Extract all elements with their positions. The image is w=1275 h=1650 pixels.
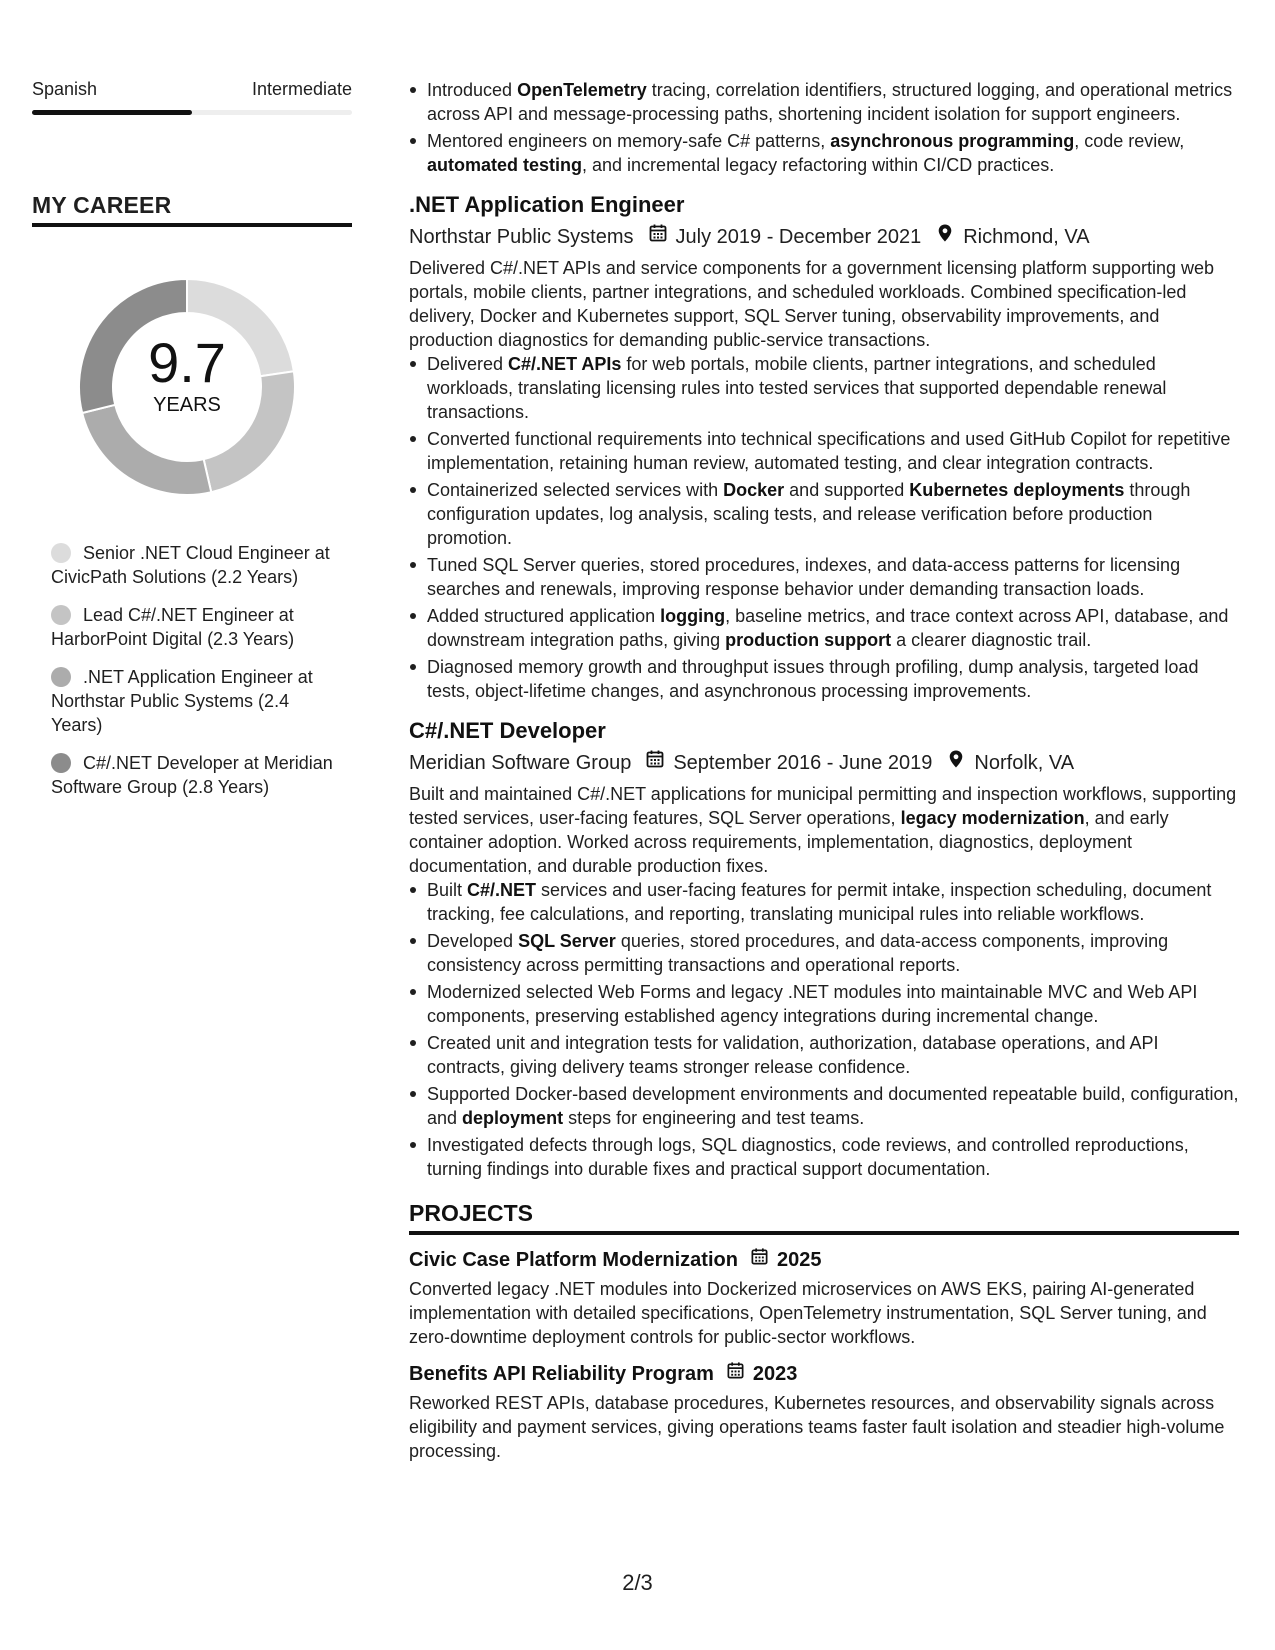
bullet-item bbox=[427, 352, 1239, 424]
bullet-item bbox=[427, 553, 1239, 601]
job-dates: July 2019 - December 2021 bbox=[675, 225, 922, 248]
legend-label: C#/.NET Developer at Meridian Software Group (2.8 Years) bbox=[51, 753, 333, 797]
total-years-value: 9.7 bbox=[148, 331, 226, 394]
language-proficiency-fill bbox=[32, 110, 192, 115]
text-run: and supported bbox=[784, 480, 910, 500]
text-run: Containerized selected services with bbox=[427, 480, 724, 500]
text-run: through configuration updates, log analysis, scaling tests, and release verification before production promotion. bbox=[427, 480, 1191, 548]
bullet-item bbox=[427, 655, 1239, 703]
career-donut-chart bbox=[67, 267, 307, 507]
project-year: 2023 bbox=[752, 1363, 798, 1385]
legend-item bbox=[51, 603, 341, 651]
career-legend bbox=[51, 541, 341, 799]
text-run: Introduced bbox=[427, 80, 518, 100]
text-run: Tuned SQL Server queries, stored procedures, indexes, and data-access patterns for licensing searches and renewals, improving response behavior under demanding transaction loads. bbox=[427, 555, 1181, 599]
legend-swatch bbox=[51, 543, 71, 563]
text-run: Built bbox=[427, 880, 468, 900]
job-meta bbox=[409, 223, 1239, 250]
project-description: Converted legacy .NET modules into Dockerized microservices on AWS EKS, pairing AI-generated implementation with detailed specifications, OpenTelemetry instrumentation, SQL Server tuning, and zero-downtime deployment controls for public-sector workflows. bbox=[409, 1279, 1207, 1347]
bold-text: SQL Server bbox=[518, 931, 616, 951]
job-meta bbox=[409, 749, 1239, 776]
calendar-icon bbox=[726, 1361, 745, 1387]
bold-text: legacy modernization bbox=[900, 808, 1085, 828]
text-run: Modernized selected Web Forms and legacy .NET modules into maintainable MVC and Web API components, preserving established agency integrations during incremental change. bbox=[427, 982, 1198, 1026]
language-proficiency-bar bbox=[32, 110, 352, 115]
text-run: , code review, bbox=[1074, 131, 1185, 151]
legend-swatch bbox=[51, 667, 71, 687]
bullet-item bbox=[427, 980, 1239, 1028]
bullet-item bbox=[427, 1031, 1239, 1079]
text-run: Developed bbox=[427, 931, 519, 951]
project-description: Reworked REST APIs, database procedures, Kubernetes resources, and observability signals across eligibility and payment services, giving operations teams faster fault isolation and steadier high-volume processing. bbox=[409, 1393, 1225, 1461]
bold-text: production support bbox=[725, 630, 892, 650]
project-title: Benefits API Reliability Program bbox=[409, 1363, 714, 1385]
text-run: Diagnosed memory growth and throughput issues through profiling, dump analysis, targeted load tests, object-lifetime changes, and asynchronous processing improvements. bbox=[427, 657, 1199, 701]
text-run: tracing, correlation identifiers, structured logging, and operational metrics across API and message-processing paths, shortening incident isolation for support engineers. bbox=[427, 80, 1233, 124]
text-run: Created unit and integration tests for validation, authorization, database operations, and API contracts, giving delivery teams stronger release confidence. bbox=[427, 1033, 1159, 1077]
experience-list bbox=[409, 191, 1239, 1181]
text-run: , and incremental legacy refactoring within CI/CD practices. bbox=[582, 155, 1055, 175]
job-dates: September 2016 - June 2019 bbox=[673, 751, 933, 774]
language-name: Spanish bbox=[32, 79, 98, 99]
text-run: , baseline metrics, and trace context across API, database, and downstream integration paths, giving bbox=[427, 606, 1229, 650]
bullet-item bbox=[427, 427, 1239, 475]
legend-item bbox=[51, 665, 341, 737]
job-description bbox=[409, 256, 1239, 352]
bullet-item bbox=[427, 478, 1239, 550]
donut-center bbox=[67, 267, 307, 507]
bold-text: automated testing bbox=[427, 155, 583, 175]
page-number: 2/3 bbox=[622, 1570, 653, 1595]
bold-text: Kubernetes deployments bbox=[909, 480, 1125, 500]
main-content bbox=[409, 78, 1239, 1463]
bold-text: OpenTelemetry bbox=[517, 80, 647, 100]
legend-label: .NET Application Engineer at Northstar Public Systems (2.4 Years) bbox=[51, 667, 313, 735]
bold-text: logging bbox=[660, 606, 726, 626]
bold-text: deployment bbox=[462, 1108, 564, 1128]
text-run: steps for engineering and test teams. bbox=[563, 1108, 865, 1128]
job-title: .NET Application Engineer bbox=[409, 192, 685, 217]
bold-text: C#/.NET APIs bbox=[508, 354, 622, 374]
legend-label: Lead C#/.NET Engineer at HarborPoint Digital (2.3 Years) bbox=[51, 605, 295, 649]
career-heading: MY CAREER bbox=[32, 192, 172, 218]
project-entry bbox=[409, 1247, 1239, 1349]
bullet-item bbox=[427, 1133, 1239, 1181]
text-run: Mentored engineers on memory-safe C# patterns, bbox=[427, 131, 831, 151]
map-pin-icon bbox=[935, 223, 955, 250]
calendar-icon bbox=[645, 749, 665, 776]
job-bullets bbox=[409, 352, 1239, 703]
job-location: Richmond, VA bbox=[963, 225, 1090, 248]
bullet-item bbox=[427, 878, 1239, 926]
sidebar bbox=[32, 78, 352, 813]
text-run: for web portals, mobile clients, partner integrations, and scheduled workloads, translating licensing rules into tested services that supported dependable renewal transactions. bbox=[427, 354, 1167, 422]
job-description bbox=[409, 782, 1239, 878]
previous-job-bullets bbox=[409, 78, 1239, 177]
projects-heading-rule bbox=[409, 1231, 1239, 1235]
language-level: Intermediate bbox=[251, 79, 352, 99]
legend-swatch bbox=[51, 753, 71, 773]
job-entry bbox=[409, 191, 1239, 703]
project-title: Civic Case Platform Modernization bbox=[409, 1249, 738, 1271]
bullet-item bbox=[427, 129, 1239, 177]
total-years-unit: YEARS bbox=[153, 394, 221, 416]
text-run: services and user-facing features for permit intake, inspection scheduling, document tracking, fee calculations, and reporting, translating municipal rules into reliable workflows. bbox=[427, 880, 1212, 924]
bold-text: asynchronous programming bbox=[830, 131, 1075, 151]
legend-item bbox=[51, 751, 341, 799]
bold-text: C#/.NET bbox=[467, 880, 537, 900]
text-run: Supported Docker-based development environments and documented repeatable build, configuration, and bbox=[427, 1084, 1239, 1128]
job-entry bbox=[409, 717, 1239, 1181]
job-title: C#/.NET Developer bbox=[409, 718, 606, 743]
projects-list bbox=[409, 1247, 1239, 1463]
text-run: Added structured application bbox=[427, 606, 661, 626]
job-company: Meridian Software Group bbox=[409, 751, 632, 774]
legend-swatch bbox=[51, 605, 71, 625]
text-run: , and early container adoption. Worked across requirements, implementation, diagnostics, deployment documentation, and durable production fixes. bbox=[409, 808, 1169, 876]
text-run: Investigated defects through logs, SQL diagnostics, code reviews, and controlled reproductions, turning findings into durable fixes and practical support documentation. bbox=[427, 1135, 1189, 1179]
text-run: Built and maintained C#/.NET applications for municipal permitting and inspection workflows, supporting tested services, user-facing features, SQL Server operations, bbox=[409, 784, 1237, 828]
project-title-row bbox=[409, 1361, 1239, 1387]
job-company: Northstar Public Systems bbox=[409, 225, 634, 248]
project-title-row bbox=[409, 1247, 1239, 1273]
calendar-icon bbox=[648, 223, 668, 250]
career-heading-rule bbox=[32, 223, 352, 227]
map-pin-icon bbox=[946, 749, 966, 776]
text-run: Delivered bbox=[427, 354, 509, 374]
project-entry bbox=[409, 1361, 1239, 1463]
bullet-item bbox=[427, 78, 1239, 126]
legend-item bbox=[51, 541, 341, 589]
projects-heading: PROJECTS bbox=[409, 1200, 533, 1226]
job-bullets bbox=[409, 878, 1239, 1181]
bullet-item bbox=[427, 929, 1239, 977]
text-run: Delivered C#/.NET APIs and service components for a government licensing platform supporting web portals, mobile clients, partner integrations, and scheduled workloads. Combined specification-led delivery, Docker and Kubernetes support, SQL Server tuning, observability improvements, and production diagnostics for demanding public-service transactions. bbox=[409, 258, 1215, 350]
bullet-item bbox=[427, 1082, 1239, 1130]
project-year: 2025 bbox=[776, 1249, 822, 1271]
legend-label: Senior .NET Cloud Engineer at CivicPath Solutions (2.2 Years) bbox=[51, 543, 330, 587]
bold-text: Docker bbox=[723, 480, 785, 500]
text-run: Converted functional requirements into technical specifications and used GitHub Copilot for repetitive implementation, retaining human review, automated testing, and clear integration contracts. bbox=[427, 429, 1231, 473]
text-run: queries, stored procedures, and data-access components, improving consistency across permitting transactions and operational reports. bbox=[427, 931, 1169, 975]
job-location: Norfolk, VA bbox=[974, 751, 1075, 774]
text-run: a clearer diagnostic trail. bbox=[891, 630, 1092, 650]
bullet-item bbox=[427, 604, 1239, 652]
calendar-icon bbox=[750, 1247, 769, 1273]
language-row bbox=[32, 78, 352, 100]
